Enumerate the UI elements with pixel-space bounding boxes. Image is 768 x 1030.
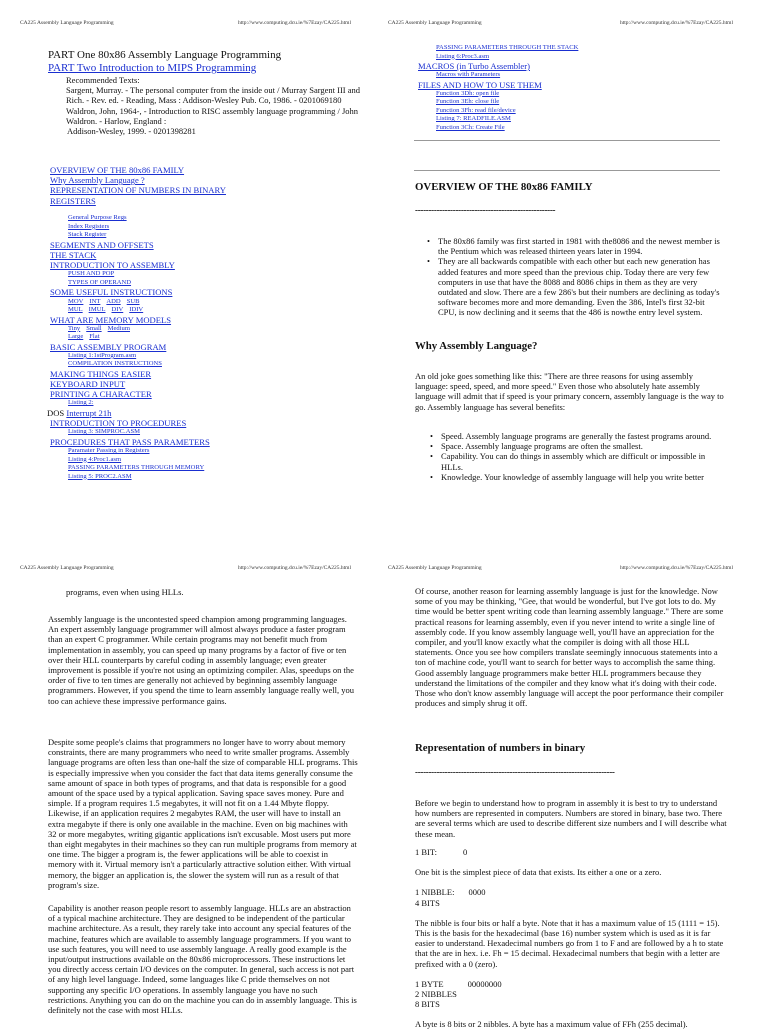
toc-item <box>47 408 380 418</box>
toc-subitem <box>50 214 380 223</box>
toc-item <box>50 175 380 185</box>
toc-item <box>418 80 748 90</box>
list-item: • Speed. Assembly language programs are generally the fastest programs around. <box>430 431 726 441</box>
toc-sublink[interactable]: PASSING PARAMETERS THROUGH MEMORY <box>68 464 205 471</box>
page-header-url: http://www.computing.dcu.ie/%7Ezay/CA225.html <box>238 565 351 571</box>
toc-sublink[interactable]: Tiny <box>68 324 81 332</box>
toc-sublink[interactable]: Listing 3: SIMPROC.ASM <box>68 428 141 436</box>
heading-why-assembly: Why Assembly Language? <box>415 340 538 352</box>
toc-subitem <box>50 447 380 456</box>
toc-sublink[interactable]: Function 3Ch: Create File <box>436 123 505 131</box>
toc-item <box>50 315 380 325</box>
toc-item <box>50 437 380 447</box>
toc-item <box>50 389 380 399</box>
byte-nibbles: 2 NIBBLES <box>415 989 457 1000</box>
toc-subitem-group <box>50 333 380 342</box>
bit-value: 0 <box>463 847 468 857</box>
toc-sublink[interactable]: DIV <box>111 306 124 313</box>
paragraph: Assembly language is the uncontested speed champion among programming languages. An expert assembly language programmer will almost always produce a faster program than an expert C programmer. While certain programs may not benefit much from implementation in assembly, you can speed up many programs by a factor of five or ten over their HLL counterparts by careful coding in assembly language; even greater improvement is possible if you're not using an optimizing compiler. Alas, speedups on the order of five to ten times are generally not achieved by beginning assembly language programmers. However, if you spend the time to learn assembly language really well, you too can achieve these impressive performance gains. <box>48 614 355 706</box>
toc-subitem <box>418 71 748 80</box>
toc-link[interactable]: SOME USEFUL INSTRUCTIONS <box>50 287 173 298</box>
why-paragraph: An old joke goes something like this: "There are three reasons for using assembly language: speed, speed, and more speed." Even those who absolutely hate assembly language will admit that if speed is your primary concern, assembly language is the way to go. Assembly language has several benefits: <box>415 371 724 412</box>
overview-bullets <box>427 236 725 318</box>
toc-item <box>50 369 380 379</box>
toc-sublink[interactable]: Listing 7: READFILE.ASM <box>436 115 511 123</box>
toc-subitem <box>50 279 380 288</box>
toc-sublink-wrap <box>86 325 101 332</box>
toc-item <box>418 61 748 71</box>
toc-subitem <box>50 270 380 279</box>
paragraph: Despite some people's claims that programmers no longer have to worry about memory constraints, there are many programmers who need to write smaller programs. Assembly language programs are often less than one-half the size of comparable HLL programs. This is especially impressive when you consider the fact that data items generally consume the same amount of space in both types of programs, and that data is responsible for a good amount of the space used by a typical application. Saving space saves money. Pure and simple. If a program requires 1.5 megabytes, it will not fit on a 1.44 Mbyte floppy. Likewise, if an application requires 2 megabytes RAM, the user will have to install an extra megabyte if there is only one available in the machine. Even on big machines with 32 or more megabytes, writing gigantic applications isn't excusable. Most users put more than eight megabytes in their machines so they can run multiple programs from memory at one time. The bigger a program is, the fewer applications will be able to coexist in memory with it. Virtual memory isn't a particularly attractive solution either. With virtual memory, the bigger an application is, the slower the system will run as a result of that program's size. <box>48 737 358 890</box>
toc-sublink[interactable]: Listing 5: PROC2.ASM <box>68 472 132 480</box>
bit-section <box>415 847 727 1030</box>
paragraph: Before we begin to understand how to program in assembly it is best to try to understand how numbers are represented in computers. Numbers are stored in binary, base two. There are several terms which are used to describe different size numbers and I will describe what these mean. <box>415 798 727 839</box>
heading-representation: Representation of numbers in binary <box>415 742 586 754</box>
toc-subitem <box>50 428 380 437</box>
toc-item <box>50 287 380 297</box>
toc-sublink[interactable]: PUSH AND POP <box>68 270 115 278</box>
page-4 <box>384 512 768 1030</box>
toc-sublink[interactable]: IDIV <box>129 306 144 313</box>
toc-subitem <box>50 464 380 473</box>
toc-subitem <box>50 456 380 465</box>
toc-item <box>50 260 380 270</box>
recommended-label: Recommended Texts: <box>66 75 140 85</box>
recommended-text-2: Waldron, John, 1964-, - Introduction to RISC assembly language programming / John Waldron. - Harlow, England : <box>66 105 359 126</box>
toc-sublink[interactable]: Function 3Fh: read file/device <box>436 106 516 114</box>
toc-link[interactable]: SEGMENTS AND OFFSETS <box>50 239 154 250</box>
toc-sublink-wrap <box>68 306 83 313</box>
recommended-text-1: Sargent, Murray. - The personal computer from the inside out / Murray Sargent III and Rich. - Rev. ed. - Reading, Mass : Addison-Wesley Pub. Co, 1986. - 0201069180 <box>66 85 361 106</box>
toc-link[interactable]: WHAT ARE MEMORY MODELS <box>50 314 172 325</box>
toc-sublink-wrap <box>68 325 80 332</box>
benefit-bullets <box>430 431 726 482</box>
toc-sublink[interactable]: Stack Register <box>68 231 107 239</box>
toc-sublink[interactable]: Small <box>86 324 102 332</box>
heading-overview: OVERVIEW OF THE 80x86 FAMILY <box>415 181 593 193</box>
recommended-text-3: Addison-Wesley, 1999. - 0201398281 <box>67 126 196 137</box>
toc-sublink[interactable]: Medium <box>107 324 130 332</box>
toc-sublink-wrap <box>89 306 106 313</box>
toc-sublink[interactable]: Macros with Parameters <box>436 71 501 79</box>
toc-subitem <box>418 90 748 99</box>
part-one-title: PART One 80x86 Assembly Language Programming <box>48 49 282 61</box>
toc-subitem <box>50 231 380 240</box>
toc-link[interactable]: Interrupt 21h <box>66 407 112 418</box>
byte-value: 00000000 <box>467 978 502 989</box>
list-item: • They are all backwards compatible with each other but each new generation has added features and more speed than the previous chip. Today there are very few computers in use that have the 8088 and 8086 chips in them as they are very outdated and slow. There are a few 286's but their numbers are declining as today's software becomes more and more demanding. Even the 386, Intel's first 32-bit CPU, is now declining and it seems that the 486 is nowthe entry level system. <box>427 256 725 317</box>
toc-sublink[interactable]: TYPES OF OPERAND <box>68 278 132 286</box>
toc-spacer <box>50 206 380 215</box>
toc-item <box>50 185 380 195</box>
toc-subitem <box>418 53 748 62</box>
toc-item <box>50 240 380 250</box>
toc-sublink[interactable]: Listing 1:1stProgram.asm <box>68 351 137 359</box>
nibble-value: 0000 <box>468 887 486 898</box>
toc-item <box>50 342 380 352</box>
byte-description: A byte is 8 bits or 2 nibbles. A byte has a maximum value of FFh (255 decimal). <box>415 1019 688 1030</box>
page-header-url: http://www.computing.dcu.ie/%7Ezay/CA225.html <box>238 20 351 26</box>
toc-subitem <box>418 107 748 116</box>
toc-link[interactable]: OVERVIEW OF THE 80x86 FAMILY <box>50 165 185 175</box>
toc-sublink[interactable]: Large <box>68 333 84 341</box>
toc-item <box>50 379 380 389</box>
paragraph: Capability is another reason people resort to assembly language. HLLs are an abstraction of a typical machine architecture. They are designed to be independent of the particular machine architecture. As a result, they rarely take into account any special features of the machine, features which are available to assembly language programmers. If you want to use such features, you will need to use assembly language. A really good example is the input/output instructions available on the 80x86 microprocessors. These instructions let you directly access certain I/O devices on the computer. In general, such access is not part of any high level language. Indeed, some languages like C pride themselves on not supporting any specific I/O operations. In assembly language you have no such restrictions. Anything you can do on the machine you can do in assembly language. This is definitely not the case with most HLLs. <box>48 903 357 1016</box>
toc-link[interactable]: REGISTERS <box>50 195 96 206</box>
continued-text: programs, even when using HLLs. <box>66 587 184 597</box>
page-header-title: CA225 Assembly Language Programming <box>20 565 114 571</box>
divider <box>414 170 720 171</box>
toc-sublink[interactable]: Function 3Eh: close file <box>436 98 500 106</box>
toc-link[interactable]: BASIC ASSEMBLY PROGRAM <box>50 341 167 352</box>
page-header-title: CA225 Assembly Language Programming <box>388 565 482 571</box>
toc-subitem <box>50 360 380 369</box>
toc-link[interactable]: INTRODUCTION TO ASSEMBLY <box>50 260 175 271</box>
nibble-bits: 4 BITS <box>415 897 440 908</box>
part-two-link[interactable]: PART Two Introduction to MIPS Programming <box>48 62 257 74</box>
toc-sublink-wrap <box>108 325 130 332</box>
toc-link[interactable]: MACROS (in Turbo Assembler) <box>418 61 530 71</box>
toc-subitem <box>50 473 380 482</box>
paragraph: Of course, another reason for learning assembly language is just for the knowledge. Now some of you may be thinking, "Gee, that would be wonderful, but I've got lots to do. My time would be better spent writing code than learning assembly language." There are some practical reasons for learning assembly, even if you never intend to write a single line of assembly code. If you know assembly language well, you'll have an appreciation for the compiler, and you'll know exactly what the compiler is doing with all those HLL statements. Once you see how compilers translate seemingly innocuous statements into a ton of machine code, you'll want to search for better ways to accomplish the same thing. Good assembly language programmers make better HLL programmers because they understand the limitations of the compiler and they know what it's doing with their code. Those who don't know assembly language will accept the poor performance their compiler produces and simply shrug it off. <box>415 586 724 709</box>
page-header-title: CA225 Assembly Language Programming <box>20 20 114 26</box>
toc-sublink[interactable]: General Purpose Regs <box>68 214 127 222</box>
toc-sublink[interactable]: COMPILATION INSTRUCTIONS <box>68 360 162 368</box>
toc-subitem <box>418 124 748 133</box>
toc-subitem <box>50 399 380 408</box>
toc-sublink-wrap <box>112 306 124 313</box>
toc-link[interactable]: REPRESENTATION OF NUMBERS IN BINARY <box>50 185 226 196</box>
list-item: • Capability. You can do things in assembly which are difficult or impossible in HLLs. <box>430 451 726 471</box>
toc-subitem <box>418 98 748 107</box>
table-of-contents-continued <box>418 44 748 132</box>
toc-link[interactable]: Why Assembly Language ? <box>50 175 145 186</box>
toc-link[interactable]: KEYBOARD INPUT <box>50 379 126 390</box>
recommended-texts <box>66 75 371 136</box>
toc-subitem-group <box>50 306 380 315</box>
list-item: • Knowledge. Your knowledge of assembly language will help you write better <box>430 472 726 482</box>
toc-link[interactable]: THE STACK <box>50 249 97 260</box>
toc-item <box>50 196 380 206</box>
toc-sublink[interactable]: Listing 4:Proc1.asm <box>68 455 122 463</box>
toc-sublink-wrap <box>106 298 120 305</box>
page-header-title: CA225 Assembly Language Programming <box>388 20 482 26</box>
toc-item <box>50 165 380 175</box>
bit-description: One bit is the simplest piece of data that exists. Its either a one or a zero. <box>415 867 662 878</box>
nibble-description: The nibble is four bits or half a byte. Note that it has a maximum value of 15 (1111 = 15). This is the basis for the hexadecimal (base 16) number system which is used as it is far easier to understand. Hexadecimal numbers go from 1 to F and are followed by a h to state that the are in hex. i.e. Fh = 15 decimal. Hexadecimal numbers that begin with a letter are prefixed with a 0 (zero). <box>415 917 724 969</box>
toc-sublink[interactable]: IMUL <box>88 306 106 313</box>
toc-link[interactable]: FILES AND HOW TO USE THEM <box>418 79 542 90</box>
toc-sublink[interactable]: PASSING PARAMETERS THROUGH THE STACK <box>436 44 579 51</box>
toc-sublink[interactable]: Flat <box>89 333 100 341</box>
toc-link[interactable]: MAKING THINGS EASIER <box>50 368 152 379</box>
table-of-contents <box>47 165 380 481</box>
toc-subitem <box>418 115 748 124</box>
toc-sublink[interactable]: SUB <box>126 297 140 305</box>
toc-sublink-wrap <box>89 298 100 305</box>
toc-subitem-group <box>50 298 380 307</box>
toc-sublink-wrap <box>89 333 99 340</box>
toc-sublink[interactable]: Listing 2: <box>68 399 94 407</box>
toc-sublink-wrap <box>68 298 83 305</box>
list-item: • The 80x86 family was first started in 1981 with the8086 and the newest member is the Pentium which was released thirteen years later in 1994. <box>427 236 725 256</box>
toc-sublink-wrap <box>68 333 83 340</box>
toc-subitem-group <box>50 325 380 334</box>
bit-label: 1 BIT: <box>415 847 438 857</box>
page-header-url: http://www.computing.dcu.ie/%7Ezay/CA225.html <box>620 565 733 571</box>
toc-item <box>50 418 380 428</box>
byte-bits: 8 BITS <box>415 999 440 1010</box>
byte-label: 1 BYTE <box>415 978 444 989</box>
toc-item <box>50 250 380 260</box>
dashed-rule: ---------------------------------------------------- <box>415 205 556 215</box>
nibble-label: 1 NIBBLE: <box>415 887 455 898</box>
toc-sublink[interactable]: Function 3Dh: open file <box>436 89 500 97</box>
toc-sublink[interactable]: ADD <box>106 297 121 305</box>
toc-link[interactable]: INTRODUCTION TO PROCEDURES <box>50 418 187 429</box>
toc-sublink[interactable]: Paramater Passing in Registers <box>68 447 150 454</box>
toc-subitem <box>50 223 380 232</box>
toc-sublink[interactable]: MOV <box>68 297 84 305</box>
toc-sublink-wrap <box>127 298 140 305</box>
page-3 <box>0 512 384 1024</box>
toc-sublink[interactable]: INT <box>89 297 101 305</box>
toc-subitem <box>50 352 380 361</box>
dashed-rule: -------------------------------------------------------------------------- <box>415 767 615 777</box>
page-1 <box>0 0 384 512</box>
list-item: • Space. Assembly language programs are often the smallest. <box>430 441 726 451</box>
toc-sublink-wrap <box>129 306 143 313</box>
toc-sublink[interactable]: Listing 6:Proc3.asm <box>436 52 490 60</box>
page-header-url: http://www.computing.dcu.ie/%7Ezay/CA225.html <box>620 20 733 26</box>
toc-sublink[interactable]: Index Registers <box>68 222 110 230</box>
divider <box>414 140 720 141</box>
toc-prefix: DOS <box>47 407 67 418</box>
toc-link[interactable]: PROCEDURES THAT PASS PARAMETERS <box>50 436 210 447</box>
toc-subitem <box>418 44 748 53</box>
toc-sublink[interactable]: MUL <box>68 306 83 313</box>
toc-link[interactable]: PRINTING A CHARACTER <box>50 389 152 400</box>
